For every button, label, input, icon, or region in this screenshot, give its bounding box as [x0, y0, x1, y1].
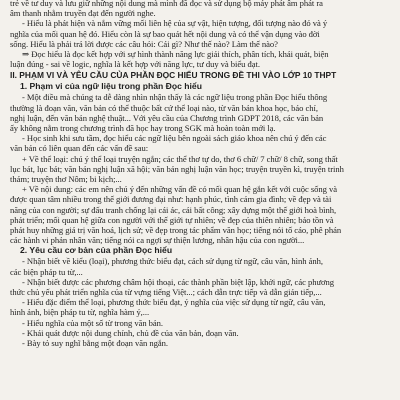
body-text-line: các hành vi phản nhân văn; tiếng nói ca ngợi sự thiện lương, nhân hậu của con người... [10, 235, 305, 246]
body-text-line: năng của con người; sự đấu tranh chống lại cái ác, cái bất công; xây dựng một thế giới hoà bình, [10, 204, 337, 215]
body-text-line: thường là đoạn văn, văn bản có thể thuộc bất cứ thể loại nào, từ văn bản khoa học, báo chí, [10, 102, 318, 113]
body-text-line: văn bản có liên quan đến các vấn đề sau: [10, 143, 149, 154]
body-text-line: được quan tâm nhiều trong thế giới đương đại như: hạnh phúc, tình cảm gia đình; về đẹp và tài [10, 194, 332, 205]
section-heading: II. PHẠM VI VÀ YÊU CẦU CỦA PHẦN ĐỌC HIỂU TRONG ĐỀ THI VÀO LỚP 10 THPT [10, 70, 337, 81]
body-text-line: thám; truyện thơ Nôm; bi kịch;... [10, 174, 122, 185]
body-text-line: trẻ về tư duy và lưu giữ những nội dung mà mình đã đọc và sử dụng bộ máy phát âm phát ra [10, 0, 323, 8]
requirement-item: - Bày tỏ suy nghĩ bằng một đoạn văn ngắn. [22, 338, 168, 349]
body-text-line: nghĩa của mối quan hệ đó. Hiểu còn là sự bao quát hết nội dung và có thể vận dụng vào đời [10, 28, 320, 39]
body-text-line: ấy không nằm trong chương trình đã học hay trong SGK mà hoàn toàn mới lạ. [10, 123, 276, 134]
body-text-line: thức chủ yếu phát triển nghĩa của từ vựng tiếng Việt...; cách dẫn trực tiếp và dẫn gián tiếp,... [10, 287, 322, 298]
bullet-the-loai: + Về thể loại: chú ý thể loại truyện ngắn; các thể thơ tự do, thơ 6 chữ/ 7 chữ/ 8 chữ, song thất [22, 153, 338, 164]
body-text-line: phát triển; mối quan hệ giữa con người với thế giới tự nhiên; về đẹp của thiên nhiên; bảo tồn và [10, 214, 334, 225]
requirement-item: - Nhận biết được các phương châm hội thoại, các thành phần biệt lập, khởi ngữ, các phương [22, 276, 335, 287]
body-text-line: hình ảnh, biện pháp tu từ, nghĩa hàm ý,... [10, 307, 150, 318]
bullet-noi-dung: + Về nội dung: các em nên chú ý đến những vấn đề có mối quan hệ gắn kết với cuộc sống và [22, 184, 337, 195]
paragraph-hoc-sinh: - Học sinh khi sưu tầm, đọc hiểu các ngữ liệu bên ngoài sách giáo khoa nên chú ý đến các [22, 133, 327, 144]
requirement-item: - Hiểu đặc điểm thể loại, phương thức biểu đạt, ý nghĩa của việc sử dụng từ ngữ, câu văn, [22, 297, 326, 308]
body-text-line: các biện pháp tu từ,... [10, 266, 83, 277]
subsection-heading-2: 2. Yêu cầu cơ bản của phần Đọc hiểu [20, 245, 173, 256]
body-text-line: lục bát, lục bát; văn bản nghị luận xã hội; văn bản nghị luận văn học; truyện truyền kì, truyện trinh [10, 163, 344, 174]
paragraph-ngu-lieu: - Một điều mà chúng ta dễ dàng nhìn nhận thấy là các ngữ liệu trong phần Đọc hiểu thông [22, 92, 328, 103]
requirement-item: - Hiểu nghĩa của một số từ trong văn bản. [22, 317, 164, 328]
paragraph-conclusion: ⇒ Đọc hiểu là đọc kết hợp với sự hình thành năng lực giải thích, phân tích, khái quát, biện [22, 49, 329, 60]
requirement-item: - Khái quát được nội dung chính, chủ đề của văn bản, đoạn văn. [22, 327, 239, 338]
body-text-line: luận đúng - sai về logic, nghĩa là kết hợp với năng lực, tư duy và biểu đạt. [10, 59, 260, 70]
requirement-item: - Nhận biết về kiểu (loại), phương thức biểu đạt, cách sử dụng từ ngữ, câu văn, hình ảnh, [22, 256, 323, 267]
body-text-line: phát huy những giá trị văn hoá, lịch sử; về đẹp trong tác phẩm văn học; tiếng nói tố cáo, phê phán [10, 225, 342, 236]
body-text-line: âm thanh nhằm truyền đạt đến người nghe. [10, 8, 156, 19]
body-text-line: sống. Hiểu là phải trả lời được các câu hỏi: Cái gì? Như thế nào? Làm thế nào? [10, 38, 278, 49]
subsection-heading-1: 1. Phạm vi của ngữ liệu trong phần Đọc hiểu [20, 81, 202, 92]
body-text-line: nghị luận, đến văn bản nghệ thuật... Với yêu cầu của Chương trình GDPT 2018, các văn bản [10, 112, 324, 123]
paragraph-hieu: - Hiểu là phát hiện và nắm vững mối liên hệ của sự vật, hiện tượng, đối tượng nào đó và ý [22, 18, 328, 29]
